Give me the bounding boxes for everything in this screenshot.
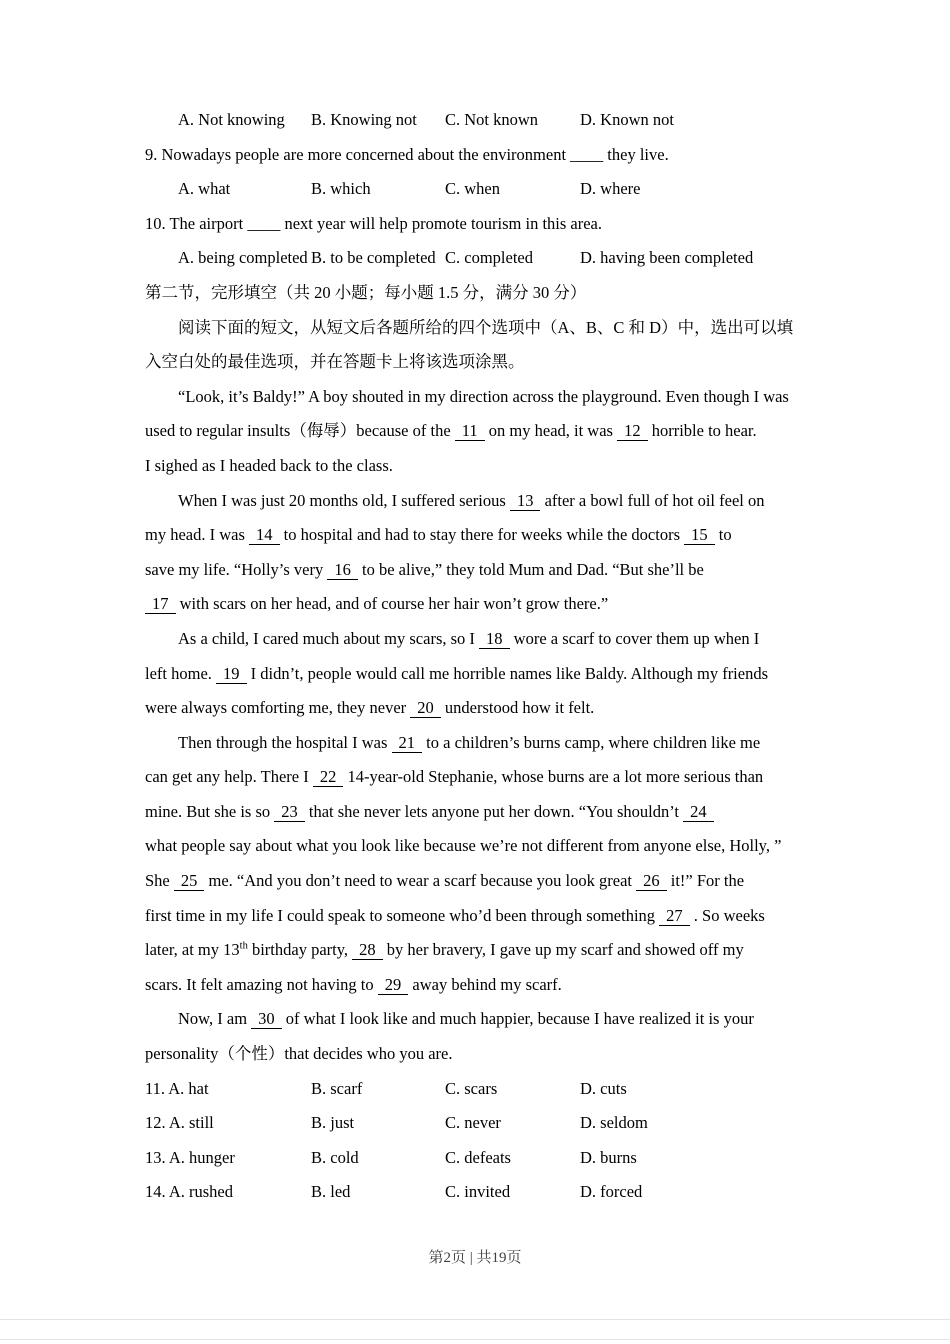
cloze-blank: 15 [684,525,715,545]
option-row [145,172,815,207]
option-cell: A. being completed [178,248,308,268]
text-segment: 14-year-old Stephanie, whose burns are a lot more serious than [343,767,764,787]
text-segment: 入空白处的最佳选项，并在答题卡上将该选项涂黑。 [145,352,525,372]
text-line [145,553,815,588]
text-segment: away behind my scarf. [408,974,562,994]
text-line [145,138,815,173]
cloze-blank: 29 [378,975,409,995]
text-line [145,311,815,346]
text-line [145,345,815,380]
option-cell: C. Not known [445,110,539,129]
cloze-blank: 28 [352,940,383,960]
option-cell: D. burns [580,1147,637,1167]
option-row [145,1106,815,1141]
text-segment: 10. The airport ____ next year will help promote tourism in this area. [145,213,603,233]
option-cell: D. cuts [580,1078,627,1098]
cloze-blank: 19 [216,664,247,684]
option-cell: B. which [311,179,371,199]
text-segment: birthday party, [247,940,353,960]
superscript: th [239,940,248,952]
cloze-blank: 26 [636,871,667,891]
text-segment: horrible to hear. [647,421,757,441]
text-segment: Now, I am [178,1009,252,1029]
page-divider [0,1339,950,1340]
option-cell: C. completed [445,248,533,268]
text-segment: used to regular insults（侮辱）because of the [145,421,455,441]
text-line [145,899,815,934]
text-segment: mine. But she is so [145,801,275,821]
option-cell: D. where [580,179,641,199]
option-cell: A. Not knowing [178,110,285,129]
text-line [145,691,815,726]
text-segment: As a child, I cared much about my scars, so I [178,628,480,648]
option-cell: C. invited [445,1182,511,1202]
option-row [145,241,815,276]
text-segment: it!” For the [666,871,745,891]
option-cell: B. cold [311,1147,359,1167]
text-line [145,207,815,242]
text-segment: can get any help. There I [145,767,313,787]
text-line [145,864,815,899]
text-segment: wore a scarf to cover them up when I [509,628,760,648]
text-segment: to hospital and had to stay there for weeks while the doctors [279,525,685,545]
text-line [145,1037,815,1072]
option-cell: C. when [445,179,500,199]
cloze-blank: 22 [313,767,344,787]
option-cell: 13. A. hunger [145,1147,235,1167]
option-cell: A. what [178,179,231,199]
text-line [145,1002,815,1037]
text-line [145,933,815,968]
cloze-blank: 16 [327,560,358,580]
option-row [145,1072,815,1107]
text-segment: by her bravery, I gave up my scarf and showed off my [382,940,744,960]
option-cell: B. scarf [311,1078,363,1098]
cloze-blank: 18 [479,629,510,649]
cloze-blank: 12 [617,421,648,441]
text-segment: first time in my life I could speak to someone who’d been through something [145,905,660,925]
text-line [145,587,815,622]
text-segment: save my life. “Holly’s very [145,559,328,579]
text-segment: were always comforting me, they never [145,698,411,718]
text-segment: to [714,525,732,545]
cloze-blank: 25 [174,871,205,891]
page-divider [0,1319,950,1320]
text-segment: understood how it felt. [440,698,595,718]
text-line [145,726,815,761]
text-line [145,449,815,484]
text-line [145,622,815,657]
cloze-blank: 14 [249,525,280,545]
text-line [145,760,815,795]
cloze-blank: 30 [251,1009,282,1029]
text-segment: “Look, it’s Baldy!” A boy shouted in my direction across the playground. Even though I was [178,386,789,406]
cloze-blank: 20 [410,698,441,718]
text-segment: 9. Nowadays people are more concerned about the environment ____ they live. [145,144,669,164]
option-cell: 14. A. rushed [145,1182,233,1202]
option-cell: C. scars [445,1078,498,1098]
text-segment: to be alive,” they told Mum and Dad. “But she’ll be [357,559,704,579]
text-segment: personality（个性）that decides who you are. [145,1044,453,1064]
option-cell: B. Knowing not [311,110,417,129]
option-cell: D. forced [580,1182,643,1202]
text-segment: left home. [145,663,217,683]
option-cell: D. Known not [580,110,674,129]
option-cell: 12. A. still [145,1113,214,1133]
text-segment: what people say about what you look like because we’re not different from anyone else, Holly, ” [145,836,782,856]
text-segment: later, at my 13 [145,940,240,960]
text-line [145,484,815,519]
cloze-blank: 24 [683,802,714,822]
text-segment: after a bowl full of hot oil feel on [540,490,765,510]
text-segment: When I was just 20 months old, I suffered serious [178,490,510,510]
text-segment: scars. It felt amazing not having to [145,974,378,994]
text-segment: that she never lets anyone put her down. “You shouldn’t [304,801,684,821]
cloze-blank: 11 [455,421,485,441]
cloze-blank: 27 [659,906,690,926]
text-segment: on my head, it was [484,421,618,441]
option-cell: B. led [311,1182,351,1202]
option-cell: C. defeats [445,1147,511,1167]
text-line [145,795,815,830]
footer-page-indicator: 第2页 | 共19页 [428,1250,522,1266]
text-line [145,276,815,311]
option-cell: B. just [311,1113,355,1133]
option-row [145,103,815,138]
text-segment: 阅读下面的短文，从短文后各题所给的四个选项中（A、B、C 和 D）中，选出可以填 [178,317,794,337]
option-cell: D. seldom [580,1113,648,1133]
text-segment: I didn’t, people would call me horrible names like Baldy. Although my friends [246,663,769,683]
cloze-blank: 17 [145,594,176,614]
cloze-blank: 21 [392,733,423,753]
text-segment: I sighed as I headed back to the class. [145,455,393,475]
text-line [145,518,815,553]
text-segment: me. “And you don’t need to wear a scarf because you look great [204,871,637,891]
text-line [145,829,815,864]
option-row [145,1141,815,1176]
cloze-blank: 13 [510,491,541,511]
text-line [145,657,815,692]
text-segment: my head. I was [145,525,250,545]
text-segment: Then through the hospital I was [178,732,392,752]
document-body [145,103,815,1210]
text-segment: with scars on her head, and of course her hair won’t grow there.” [175,594,609,614]
text-segment: . So weeks [689,905,765,925]
text-segment: to a children’s burns camp, where children like me [422,732,761,752]
text-line [145,380,815,415]
text-segment: 第二节，完形填空（共 20 小题；每小题 1.5 分，满分 30 分） [145,282,587,302]
option-row [145,1175,815,1210]
option-cell: C. never [445,1113,501,1133]
text-segment: of what I look like and much happier, because I have realized it is your [281,1009,754,1029]
option-cell: B. to be completed [311,248,436,268]
text-line [145,968,815,1003]
text-line [145,414,815,449]
text-segment: She [145,871,174,891]
option-cell: D. having been completed [580,248,754,268]
cloze-blank: 23 [274,802,305,822]
option-cell: 11. A. hat [145,1078,209,1098]
